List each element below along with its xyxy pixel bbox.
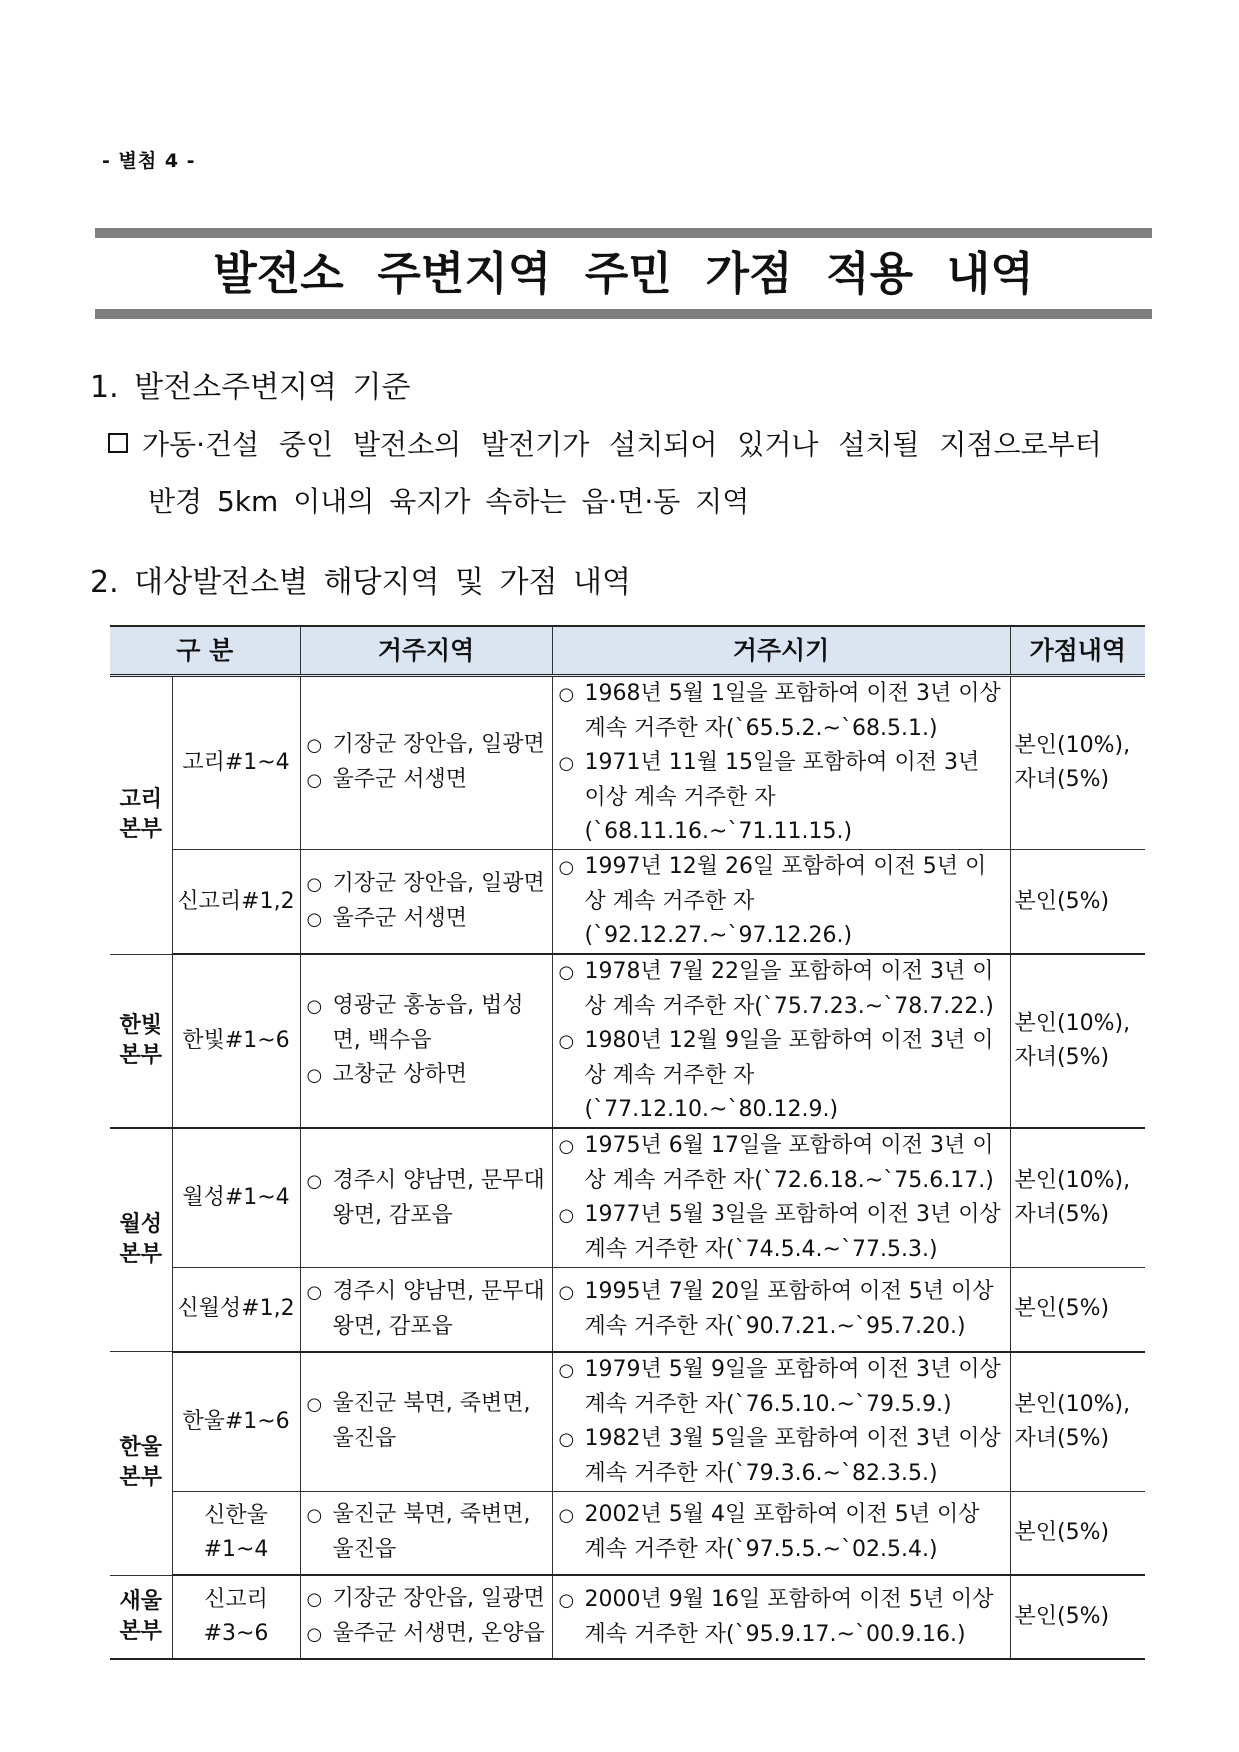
checkbox-bullet-icon <box>108 433 128 453</box>
period-text: 1978년 7월 22일을 포함하여 이전 3년 이상 계속 거주한 자(`75.7.23.~`78.7.22.) <box>584 959 994 1019</box>
unit-cell: 신월성#1,2 <box>172 1268 300 1352</box>
region-text: 울진군 북면, 죽변면, 울진읍 <box>332 1502 531 1563</box>
period-cell <box>552 954 1010 1128</box>
period-cell <box>552 1491 1010 1575</box>
region-item <box>305 728 548 763</box>
points-cell: 본인(5%) <box>1010 1268 1145 1352</box>
period-text: 1977년 5월 3일을 포함하여 이전 3년 이상 계속 거주한 자(`74.5.4.~`77.5.3.) <box>584 1202 1001 1262</box>
region-item <box>305 1617 548 1652</box>
headquarters-cell: 고리 본부 <box>110 676 172 955</box>
circle-bullet-icon: ○ <box>306 1394 323 1415</box>
table-row <box>110 1128 1145 1268</box>
unit-cell: 고리#1~4 <box>172 676 300 850</box>
unit-cell: 한빛#1~6 <box>172 954 300 1128</box>
circle-bullet-icon: ○ <box>558 1589 575 1611</box>
region-item <box>305 1582 548 1617</box>
circle-bullet-icon: ○ <box>306 1065 323 1086</box>
region-text: 경주시 양남면, 문무대왕면, 감포읍 <box>332 1167 545 1228</box>
table-row <box>110 676 1145 850</box>
points-cell: 본인(10%), 자녀(5%) <box>1010 1128 1145 1268</box>
circle-bullet-icon: ○ <box>558 962 575 983</box>
region-item <box>305 867 548 902</box>
region-text: 기장군 장안읍, 일광면 <box>332 1586 545 1611</box>
section-2-heading: 2. 대상발전소별 해당지역 및 가점 내역 <box>90 565 632 600</box>
points-cell: 본인(5%) <box>1010 850 1145 955</box>
table-row <box>110 954 1145 1128</box>
period-item <box>557 1129 1006 1198</box>
page-title: 발전소 주변지역 주민 가점 적용 내역 <box>213 247 1034 300</box>
period-text: 1997년 12월 26일 포함하여 이전 5년 이상 계속 거주한 자(`92.12.27.~`97.12.26.) <box>584 854 987 948</box>
region-cell <box>300 1268 552 1352</box>
period-item <box>557 1583 1006 1652</box>
period-cell <box>552 1352 1010 1492</box>
circle-bullet-icon: ○ <box>306 735 323 756</box>
period-text: 1982년 3월 5일을 포함하여 이전 3년 이상 계속 거주한 자(`79.3.6.~`82.3.5.) <box>584 1425 1001 1486</box>
period-item <box>557 1024 1006 1127</box>
region-item <box>305 1387 548 1456</box>
criteria-line-2: 반경 5km 이내의 육지가 속하는 읍·면·동 지역 <box>148 485 750 518</box>
period-cell <box>552 1575 1010 1659</box>
attachment-label: - 별첨 4 - <box>102 150 196 172</box>
region-cell <box>300 676 552 850</box>
circle-bullet-icon: ○ <box>306 873 323 895</box>
period-item <box>557 850 1006 953</box>
headquarters-cell: 월성 본부 <box>110 1128 172 1352</box>
title-bar-top <box>95 228 1152 238</box>
period-item <box>557 1198 1006 1267</box>
period-cell <box>552 1128 1010 1268</box>
circle-bullet-icon: ○ <box>558 1505 575 1527</box>
period-text: 1975년 6월 17일을 포함하여 이전 3년 이상 계속 거주한 자(`72.6.18.~`75.6.17.) <box>584 1133 994 1193</box>
period-item <box>557 1275 1006 1344</box>
period-item <box>557 1422 1006 1491</box>
region-text: 울진군 북면, 죽변면, 울진읍 <box>332 1391 531 1451</box>
period-text: 1971년 11월 15일을 포함하여 이전 3년 이상 계속 거주한 자(`68.11.16.~`71.11.15.) <box>584 750 980 844</box>
criteria-bullet <box>108 416 1158 530</box>
region-item <box>305 1058 548 1093</box>
points-cell: 본인(10%), 자녀(5%) <box>1010 954 1145 1128</box>
region-text: 고창군 상하면 <box>332 1062 468 1087</box>
period-item <box>557 1498 1006 1567</box>
circle-bullet-icon: ○ <box>306 1624 323 1645</box>
headquarters-cell: 한빛 본부 <box>110 954 172 1128</box>
period-item <box>557 677 1006 746</box>
period-text: 1979년 5월 9일을 포함하여 이전 3년 이상 계속 거주한 자(`76.5.10.~`79.5.9.) <box>584 1356 1001 1417</box>
table-row <box>110 1575 1145 1659</box>
headquarters-cell: 새울 본부 <box>110 1575 172 1659</box>
circle-bullet-icon: ○ <box>558 684 575 705</box>
period-text: 2002년 5월 4일 포함하여 이전 5년 이상 계속 거주한 자(`97.5.5.~`02.5.4.) <box>584 1502 980 1563</box>
circle-bullet-icon: ○ <box>306 908 323 930</box>
circle-bullet-icon: ○ <box>306 1170 323 1192</box>
criteria-line-1: 가동·건설 중인 발전소의 발전기가 설치되어 있거나 설치될 지점으로부터 <box>142 428 1102 461</box>
region-item <box>305 763 548 798</box>
period-item <box>557 1353 1006 1422</box>
circle-bullet-icon: ○ <box>306 770 323 791</box>
period-item <box>557 746 1006 849</box>
region-text: 기장군 장안읍, 일광면 <box>332 870 545 896</box>
unit-cell: 신고리#1,2 <box>172 850 300 955</box>
header-region: 거주지역 <box>300 626 552 676</box>
region-text: 울주군 서생면 <box>332 767 468 792</box>
period-text: 1968년 5월 1일을 포함하여 이전 3년 이상 계속 거주한 자(`65.5.2.~`68.5.1.) <box>584 681 1001 741</box>
section-1-heading: 1. 발전소주변지역 기준 <box>90 370 411 405</box>
table-row <box>110 850 1145 955</box>
region-cell <box>300 1352 552 1492</box>
circle-bullet-icon: ○ <box>558 1281 575 1303</box>
region-item <box>305 902 548 937</box>
headquarters-cell: 한울 본부 <box>110 1352 172 1576</box>
circle-bullet-icon: ○ <box>306 996 323 1017</box>
unit-cell: 한울#1~6 <box>172 1352 300 1492</box>
circle-bullet-icon: ○ <box>306 1505 323 1527</box>
title-bar-bottom <box>95 309 1152 319</box>
region-cell <box>300 1128 552 1268</box>
points-cell: 본인(5%) <box>1010 1491 1145 1575</box>
region-cell <box>300 1491 552 1575</box>
unit-cell: 신고리#3~6 <box>172 1575 300 1659</box>
region-text: 경주시 양남면, 문무대왕면, 감포읍 <box>332 1278 545 1339</box>
region-text: 울주군 서생면, 온양읍 <box>332 1621 545 1646</box>
circle-bullet-icon: ○ <box>558 753 575 774</box>
region-item <box>305 1164 548 1233</box>
circle-bullet-icon: ○ <box>558 1205 575 1226</box>
circle-bullet-icon: ○ <box>306 1281 323 1303</box>
circle-bullet-icon: ○ <box>558 857 575 878</box>
period-cell <box>552 850 1010 955</box>
period-cell <box>552 676 1010 850</box>
region-cell <box>300 954 552 1128</box>
table-row <box>110 1268 1145 1352</box>
region-cell <box>300 850 552 955</box>
region-text: 울주군 서생면 <box>332 905 468 931</box>
header-points: 가점내역 <box>1010 626 1145 676</box>
table-header-row <box>110 626 1145 676</box>
table-row <box>110 1352 1145 1492</box>
circle-bullet-icon: ○ <box>558 1031 575 1052</box>
header-category: 구 분 <box>110 626 300 676</box>
period-item <box>557 955 1006 1024</box>
circle-bullet-icon: ○ <box>558 1428 575 1450</box>
circle-bullet-icon: ○ <box>306 1589 323 1610</box>
points-cell: 본인(10%), 자녀(5%) <box>1010 676 1145 850</box>
period-text: 1980년 12월 9일을 포함하여 이전 3년 이상 계속 거주한 자(`77.12.10.~`80.12.9.) <box>584 1028 994 1122</box>
bonus-table <box>110 625 1145 1660</box>
unit-cell: 신한울#1~4 <box>172 1491 300 1575</box>
period-text: 1995년 7월 20일 포함하여 이전 5년 이상 계속 거주한 자(`90.7.21.~`95.7.20.) <box>584 1278 994 1339</box>
circle-bullet-icon: ○ <box>558 1136 575 1157</box>
header-period: 거주시기 <box>552 626 1010 676</box>
period-cell <box>552 1268 1010 1352</box>
circle-bullet-icon: ○ <box>558 1359 575 1381</box>
region-item <box>305 989 548 1058</box>
region-text: 기장군 장안읍, 일광면 <box>332 732 545 757</box>
region-cell <box>300 1575 552 1659</box>
points-cell: 본인(5%) <box>1010 1575 1145 1659</box>
region-item <box>305 1275 548 1344</box>
unit-cell: 월성#1~4 <box>172 1128 300 1268</box>
table-row <box>110 1491 1145 1575</box>
region-text: 영광군 홍농읍, 법성면, 백수읍 <box>332 993 524 1053</box>
points-cell: 본인(10%), 자녀(5%) <box>1010 1352 1145 1492</box>
region-item <box>305 1498 548 1567</box>
period-text: 2000년 9월 16일 포함하여 이전 5년 이상 계속 거주한 자(`95.9.17.~`00.9.16.) <box>584 1586 994 1647</box>
